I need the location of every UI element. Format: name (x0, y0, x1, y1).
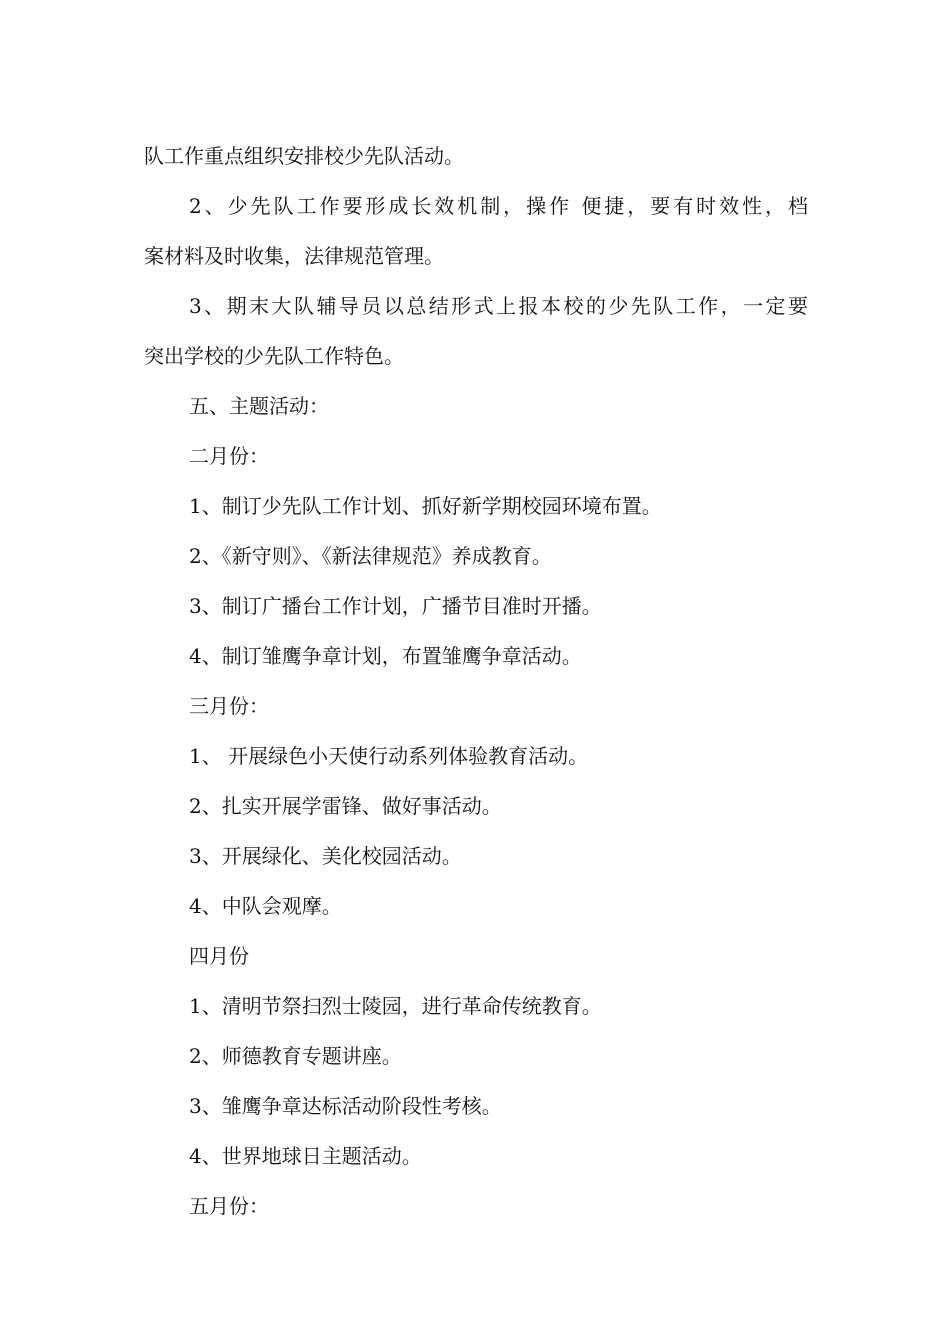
list-item: 4、制订雏鹰争章计划，布置雏鹰争章活动。 (189, 644, 582, 668)
text-line: 3、期末大队辅导员以总结形式上报本校的少先队工作，一定要 (189, 294, 808, 318)
month-heading: 二月份： (189, 444, 269, 468)
month-heading: 四月份 (189, 944, 249, 968)
text-line: 2、少先队工作要形成长效机制，操作 便捷，要有时效性，档 (189, 194, 808, 218)
list-item: 2、师德教育专题讲座。 (189, 1044, 402, 1068)
list-item: 3、制订广播台工作计划，广播节目准时开播。 (189, 594, 602, 618)
month-heading: 五月份： (189, 1194, 269, 1218)
list-item: 4、世界地球日主题活动。 (189, 1144, 422, 1168)
month-heading: 三月份： (189, 694, 269, 718)
text-line: 队工作重点组织安排校少先队活动。 (144, 144, 464, 168)
list-item: 4、中队会观摩。 (189, 894, 342, 918)
list-item: 1、制订少先队工作计划、抓好新学期校园环境布置。 (189, 494, 662, 518)
list-item: 1、 开展绿色小天使行动系列体验教育活动。 (189, 744, 589, 768)
list-item: 3、开展绿化、美化校园活动。 (189, 844, 462, 868)
list-item: 1、清明节祭扫烈士陵园，进行革命传统教育。 (189, 994, 602, 1018)
list-item: 2、扎实开展学雷锋、做好事活动。 (189, 794, 502, 818)
document-body (144, 131, 808, 1231)
section-heading: 五、主题活动： (189, 394, 329, 418)
list-item: 3、雏鹰争章达标活动阶段性考核。 (189, 1094, 502, 1118)
list-item: 2、《新守则》、《新法律规范》养成教育。 (189, 544, 552, 568)
text-line: 案材料及时收集，法律规范管理。 (144, 244, 444, 268)
text-line: 突出学校的少先队工作特色。 (144, 344, 404, 368)
